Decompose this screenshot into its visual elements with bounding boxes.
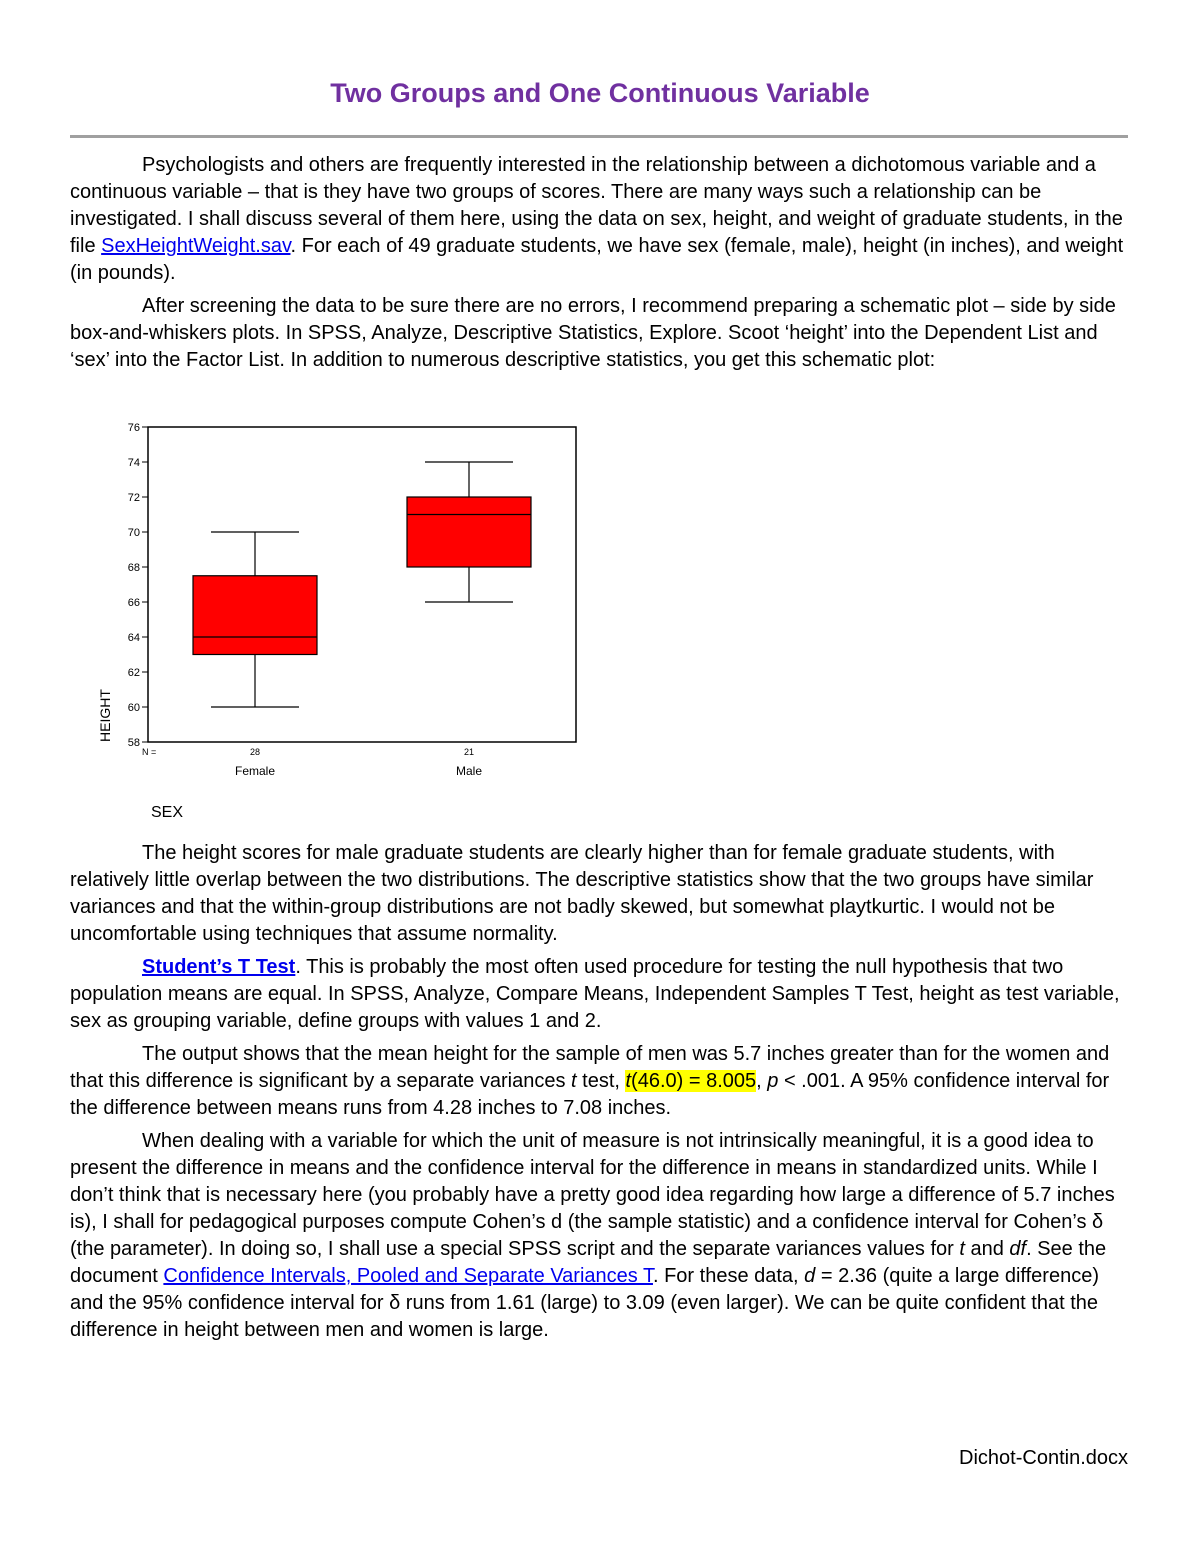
df-symbol: df [1009, 1238, 1027, 1260]
paragraph-effect-size [70, 1128, 1130, 1344]
paragraph-text: < .001. A 95% confidence interval for the difference between means runs from 4.28 inches to 7.08 inches. [70, 1070, 1110, 1119]
t-symbol: t [625, 1070, 632, 1092]
paragraph-text: test, [576, 1070, 626, 1092]
y-tick-label: 62 [127, 667, 140, 679]
footer-filename: Dichot-Contin.docx [959, 1447, 1128, 1469]
discussion-section [70, 840, 1130, 1350]
paragraph-text: . This is probably the most often used procedure for testing the null hypothesis that two population means are equal. In SPSS, Analyze, Compare Means, Independent Samples T Test, height as test variable, sex as grouping variable, define groups with values 1 and 2. [70, 956, 1120, 1032]
x-category-label: Male [455, 764, 483, 778]
paragraph-text: Psychologists and others are frequently interested in the relationship between a dichotomous variable and a continuous variable – that is they have two groups of scores. There are many ways such a relationship can be investigated. I shall discuss several of them here, using the data on sex, height, and weight of graduate students, in the file [70, 154, 1123, 257]
x-category-label: Female [234, 764, 276, 778]
y-tick-label: 74 [127, 457, 140, 469]
t-symbol: t [959, 1238, 965, 1260]
n-label: N = [142, 747, 157, 757]
t-statistic-value: (46.0) = 8.005 [631, 1070, 757, 1092]
paragraph-text: . For these data, [652, 1265, 805, 1287]
y-tick-label: 68 [127, 562, 140, 574]
paragraph-students-t [70, 954, 1130, 1035]
paragraph-text: and [964, 1238, 1010, 1260]
n-count-label: 21 [463, 747, 475, 757]
y-tick-label: 64 [127, 632, 140, 644]
paragraph-text: When dealing with a variable for which the unit of measure is not intrinsically meaningful, it is a good idea to present the difference in means and the confidence interval for the difference in means in standardized units. While I don’t think that is necessary here (you probably have a pretty good idea regarding how large a difference of 5.7 inches is), I shall for pedagogical purposes compute Cohen’s d (the sample statistic) and a confidence interval for Cohen’s δ (the parameter). In doing so, I shall use a special SPSS script and the separate variances values for [70, 1130, 1115, 1260]
y-tick-label: 72 [127, 492, 140, 504]
sexheightweight-file-link[interactable]: SexHeightWeight.sav [101, 235, 291, 257]
paragraph-schematic: After screening the data to be sure there are no errors, I recommend preparing a schematic plot – side by side box-and-whiskers plots. In SPSS, Analyze, Descriptive Statistics, Explore. Scoot ‘height’ into the Dependent List and ‘sex’ into the Factor List. In addition to numerous descriptive statistics, you get this schematic plot: [70, 295, 1116, 371]
page-title: Two Groups and One Continuous Variable [330, 78, 870, 108]
height-boxplot-chart [90, 415, 600, 825]
title-divider [70, 135, 1128, 138]
t-symbol: t [571, 1070, 577, 1092]
box-female [193, 576, 317, 655]
paragraph-text: , [756, 1070, 768, 1092]
y-tick-label: 58 [127, 737, 140, 749]
t-statistic-highlight [625, 1070, 756, 1092]
p-symbol: p [767, 1070, 779, 1092]
paragraph-intro [70, 152, 1130, 287]
paragraph-text: . For each of 49 graduate students, we have sex (female, male), height (in inches), and weight (in pounds). [70, 235, 1124, 284]
paragraph-height-scores: The height scores for male graduate students are clearly higher than for female graduate students, with relatively little overlap between the two distributions. The descriptive statistics show that the two groups have similar variances and that the within-group distributions are not badly skewed, but somewhat playtkurtic. I would not be uncomfortable using techniques that assume normality. [70, 842, 1094, 945]
box-series [193, 462, 531, 707]
y-tick-label: 70 [127, 527, 140, 539]
y-axis [128, 422, 148, 749]
box-male [407, 497, 531, 567]
y-tick-label: 66 [127, 597, 140, 609]
paragraph-text: = 2.36 (quite a large difference) and the 95% confidence interval for δ runs from 1.61 (large) to 3.09 (even larger). We can be quite confident that the difference in height between men and women is large. [70, 1265, 1099, 1341]
paragraph-output [70, 1041, 1130, 1122]
confidence-intervals-doc-link[interactable]: Confidence Intervals, Pooled and Separate Variances T [163, 1265, 653, 1287]
n-count-label: 28 [249, 747, 261, 757]
x-axis [235, 747, 482, 778]
paragraph-text: . See the document [70, 1238, 1107, 1287]
y-tick-label: 76 [127, 422, 140, 434]
paragraph-text: The output shows that the mean height for the sample of men was 5.7 inches greater than for the women and that this difference is significant by a separate variances [70, 1043, 1110, 1092]
y-tick-label: 60 [127, 702, 140, 714]
students-t-test-link[interactable]: Student’s T Test [142, 956, 296, 978]
x-axis-label: SEX [151, 804, 184, 821]
intro-section [70, 152, 1130, 380]
y-axis-label: HEIGHT [97, 689, 113, 742]
d-symbol: d [804, 1265, 816, 1287]
